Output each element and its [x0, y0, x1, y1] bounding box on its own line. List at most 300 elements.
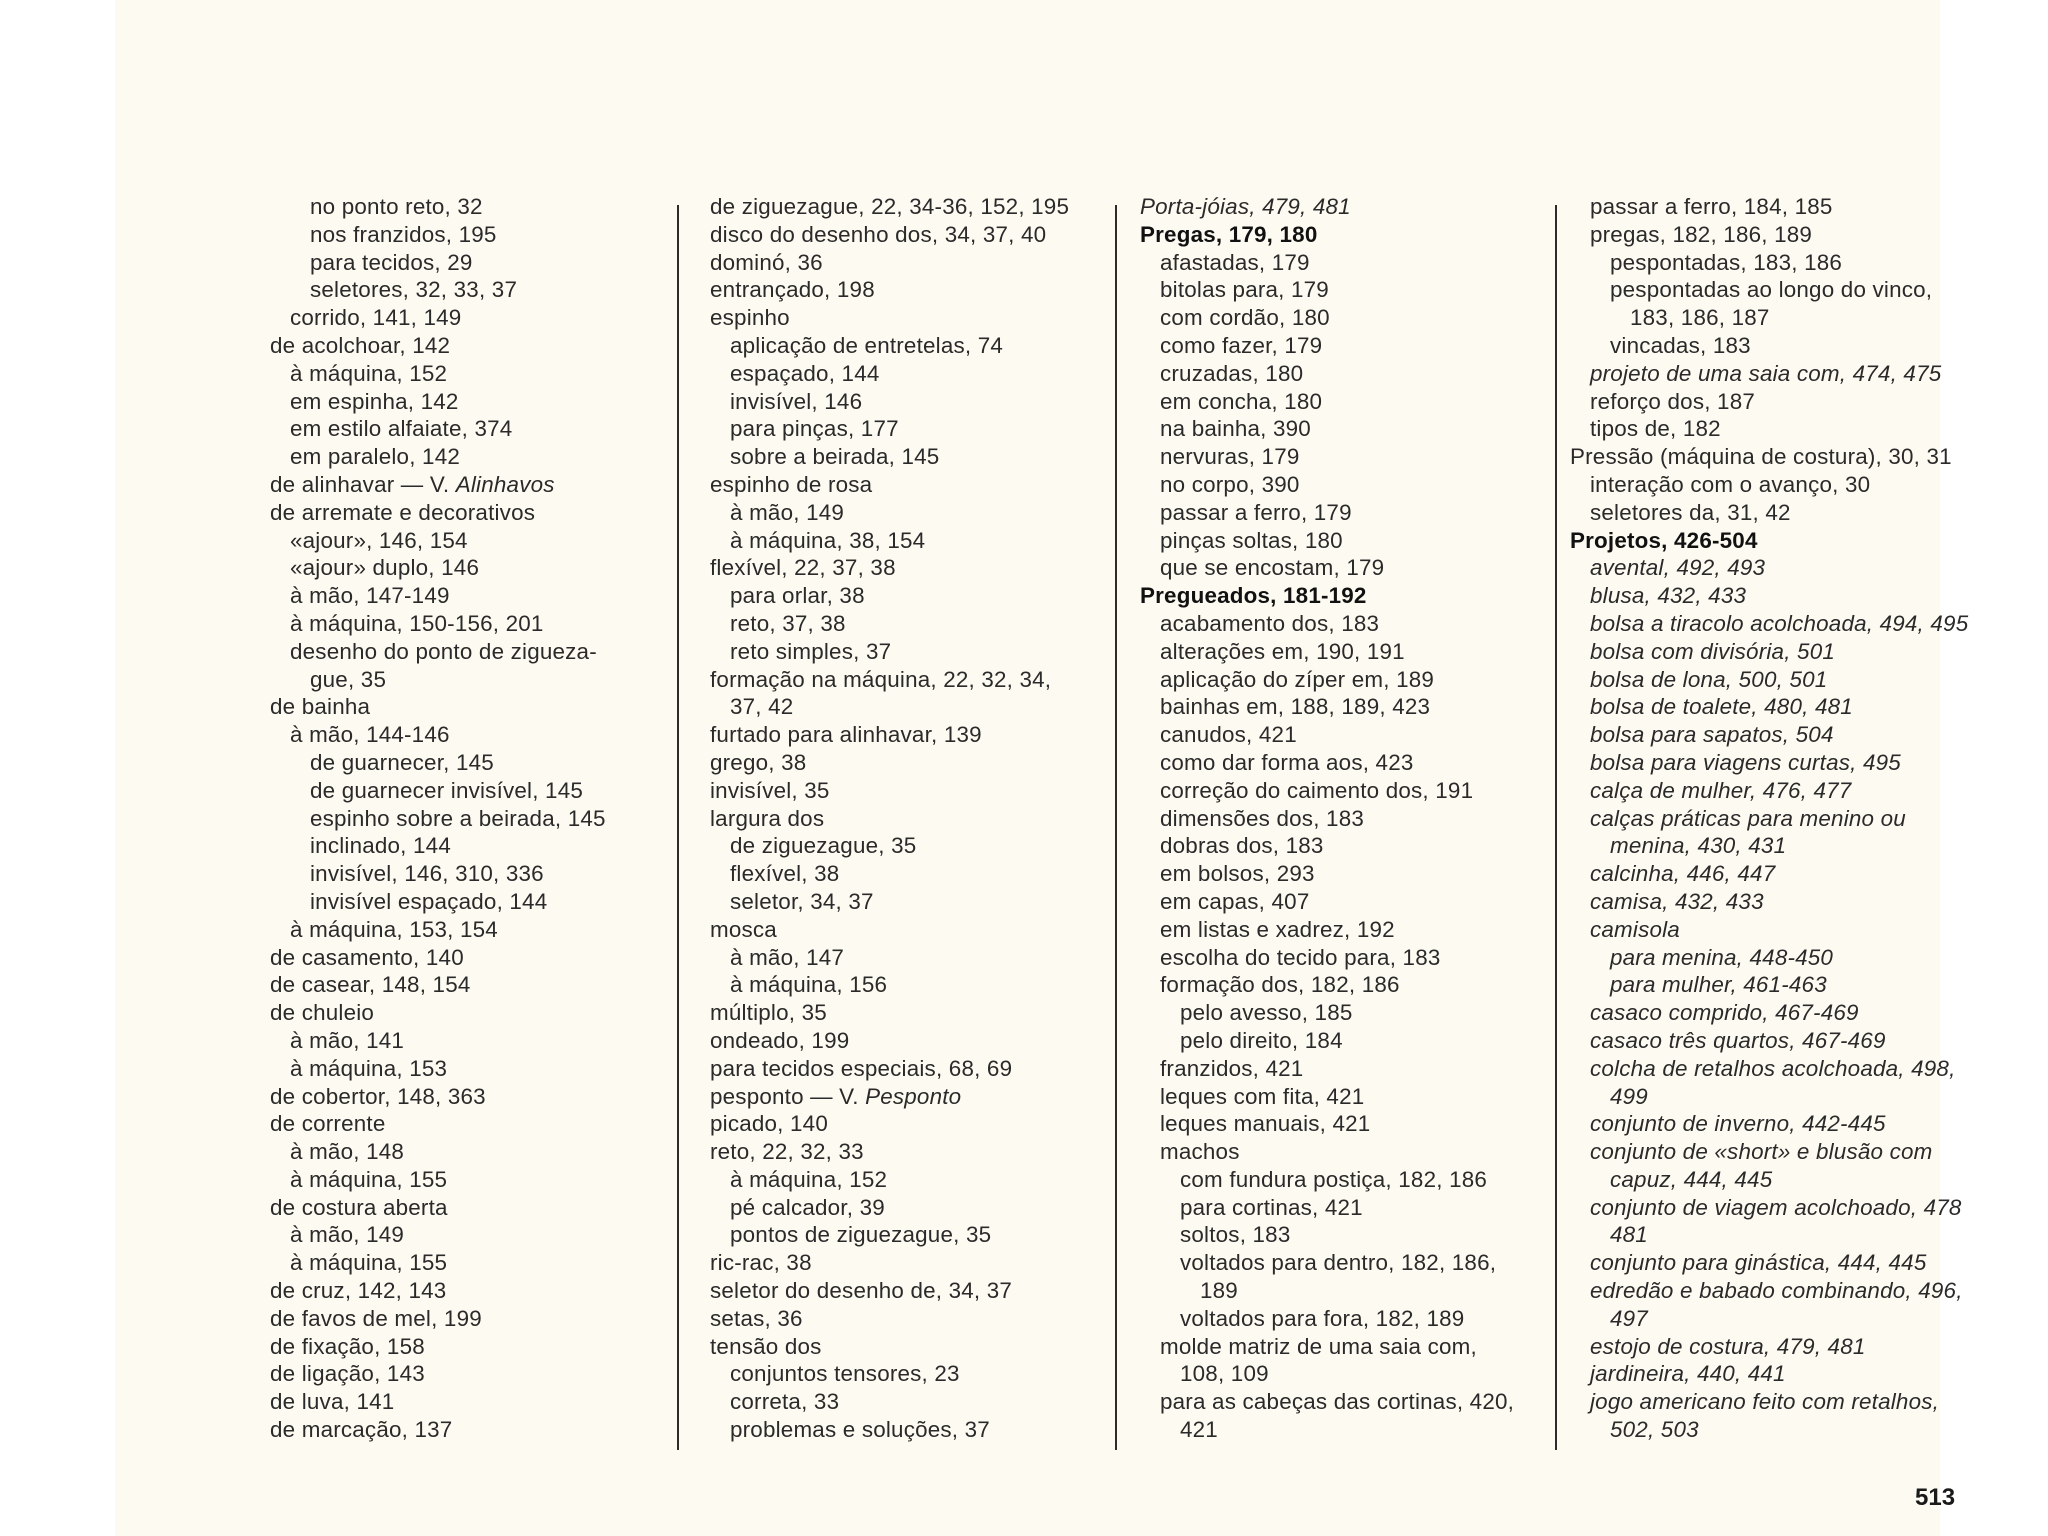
entry-text: para tecidos, 29: [310, 249, 473, 275]
index-entry: [1140, 1305, 1540, 1333]
entry-text: correção do caimento dos, 191: [1160, 777, 1474, 803]
entry-text: passar a ferro, 179: [1160, 499, 1352, 525]
entry-text: bolsa de toalete, 480, 481: [1590, 694, 1853, 720]
entry-text: 189: [1200, 1278, 1238, 1304]
index-entry: [1140, 1221, 1540, 1249]
index-entry: [1140, 666, 1540, 694]
index-entry: [1570, 1166, 2000, 1194]
index-entry: [270, 749, 670, 777]
index-entry: [1140, 388, 1540, 416]
entry-text: alterações em, 190, 191: [1160, 638, 1405, 664]
index-entry: [1140, 249, 1540, 277]
entry-text: gue, 35: [310, 666, 387, 692]
entry-text: entrançado, 198: [710, 277, 875, 303]
entry-text: sobre a beirada, 145: [730, 444, 940, 470]
entry-text: múltiplo, 35: [710, 1000, 827, 1026]
index-entry: [1570, 693, 2000, 721]
entry-text: «ajour», 146, 154: [290, 527, 468, 553]
index-entry: [1140, 860, 1540, 888]
index-entry: [1140, 415, 1540, 443]
index-entry: [270, 1194, 670, 1222]
index-entry: [710, 860, 1110, 888]
index-entry: [1570, 888, 2000, 916]
index-entry: [1570, 1360, 2000, 1388]
index-entry: [1140, 1194, 1540, 1222]
entry-text: à mão, 148: [290, 1139, 405, 1165]
index-entry: [710, 666, 1110, 694]
index-entry: [1140, 888, 1540, 916]
index-entry: [1140, 360, 1540, 388]
index-entry: [270, 415, 670, 443]
index-entry: [1570, 582, 2000, 610]
cross-reference: Pesponto: [865, 1083, 962, 1109]
entry-text: «ajour» duplo, 146: [290, 555, 480, 581]
index-entry: [270, 1388, 670, 1416]
index-entry: [710, 582, 1110, 610]
entry-text: em bolsos, 293: [1160, 861, 1315, 887]
index-entry: [270, 944, 670, 972]
index-heading: [1140, 221, 1540, 249]
index-entry: [1570, 777, 2000, 805]
entry-text: conjunto de viagem acolchoado, 478: [1590, 1194, 1962, 1220]
index-entry: [710, 944, 1110, 972]
entry-text: à mão, 147: [730, 944, 845, 970]
entry-text: como dar forma aos, 423: [1160, 749, 1414, 775]
entry-text: de casamento, 140: [270, 944, 464, 970]
page-number: 513: [1915, 1484, 1956, 1511]
index-entry: [710, 999, 1110, 1027]
index-entry: [270, 1166, 670, 1194]
entry-text: calças práticas para menino ou: [1590, 805, 1906, 831]
index-entry: [1570, 221, 2000, 249]
entry-text: para tecidos especiais, 68, 69: [710, 1055, 1013, 1081]
entry-text: dominó, 36: [710, 249, 823, 275]
entry-text: vincadas, 183: [1610, 332, 1751, 358]
index-entry: [710, 1388, 1110, 1416]
entry-text: invisível, 35: [710, 777, 830, 803]
index-entry: [270, 610, 670, 638]
entry-text: 421: [1180, 1417, 1218, 1443]
index-entry: [1570, 832, 2000, 860]
index-column-1: [270, 193, 670, 1444]
entry-text: como fazer, 179: [1160, 332, 1323, 358]
index-entry: [270, 332, 670, 360]
index-entry: [270, 527, 670, 555]
entry-text: bolsa de lona, 500, 501: [1590, 666, 1828, 692]
entry-text: à mão, 149: [290, 1222, 405, 1248]
index-entry: [1140, 193, 1540, 221]
entry-text: franzidos, 421: [1160, 1055, 1304, 1081]
entry-text: desenho do ponto de zigueza-: [290, 638, 597, 664]
entry-text: ric-rac, 38: [710, 1250, 812, 1276]
entry-text: para cortinas, 421: [1180, 1194, 1363, 1220]
entry-text: para menina, 448-450: [1610, 944, 1834, 970]
entry-text: molde matriz de uma saia com,: [1160, 1333, 1477, 1359]
index-entry: [1570, 415, 2000, 443]
index-entry: [1140, 916, 1540, 944]
index-entry: [710, 276, 1110, 304]
index-entry: [1570, 1277, 2000, 1305]
entry-text: tipos de, 182: [1590, 416, 1721, 442]
index-entry: [270, 971, 670, 999]
index-entry: [270, 276, 670, 304]
index-entry: [710, 443, 1110, 471]
index-entry: [1140, 638, 1540, 666]
index-entry: [1570, 638, 2000, 666]
entry-text: 183, 186, 187: [1630, 305, 1770, 331]
index-entry: [270, 1277, 670, 1305]
entry-text: casaco comprido, 467-469: [1590, 1000, 1859, 1026]
entry-text: de luva, 141: [270, 1389, 395, 1415]
entry-text: pontos de ziguezague, 35: [730, 1222, 992, 1248]
entry-text: bolsa para sapatos, 504: [1590, 722, 1834, 748]
index-entry: [1570, 1083, 2000, 1111]
column-rule: [1555, 205, 1557, 1450]
entry-text: nervuras, 179: [1160, 444, 1300, 470]
index-entry: [1570, 1138, 2000, 1166]
entry-text: reforço dos, 187: [1590, 388, 1756, 414]
index-column-4: [1570, 193, 2000, 1444]
index-entry: [1570, 721, 2000, 749]
index-entry: [710, 1305, 1110, 1333]
entry-text: soltos, 183: [1180, 1222, 1291, 1248]
entry-text: de bainha: [270, 694, 371, 720]
entry-text: na bainha, 390: [1160, 416, 1311, 442]
index-entry: [710, 888, 1110, 916]
index-entry: [270, 666, 670, 694]
index-entry: [710, 1249, 1110, 1277]
entry-text: em estilo alfaiate, 374: [290, 416, 513, 442]
index-entry: [1570, 749, 2000, 777]
index-entry: [270, 999, 670, 1027]
index-entry: [710, 693, 1110, 721]
entry-text: blusa, 432, 433: [1590, 583, 1747, 609]
index-entry: [1140, 1055, 1540, 1083]
entry-text: machos: [1160, 1139, 1240, 1165]
entry-text: em concha, 180: [1160, 388, 1323, 414]
entry-text: de favos de mel, 199: [270, 1305, 482, 1331]
entry-text: projeto de uma saia com, 474, 475: [1590, 360, 1942, 386]
index-entry: [1570, 805, 2000, 833]
entry-text: de chuleio: [270, 1000, 375, 1026]
entry-text: para pinças, 177: [730, 416, 899, 442]
index-entry: [710, 805, 1110, 833]
index-entry: [1140, 1333, 1540, 1361]
index-entry: [1570, 249, 2000, 277]
entry-text: de costura aberta: [270, 1194, 448, 1220]
index-entry: [710, 360, 1110, 388]
entry-text: avental, 492, 493: [1590, 555, 1766, 581]
entry-text: tensão dos: [710, 1333, 822, 1359]
entry-text: conjunto para ginástica, 444, 445: [1590, 1250, 1927, 1276]
index-entry: [710, 1110, 1110, 1138]
index-entry: [1570, 1388, 2000, 1416]
index-entry: [270, 1305, 670, 1333]
entry-text: formação dos, 182, 186: [1160, 972, 1400, 998]
entry-text: colcha de retalhos acolchoada, 498,: [1590, 1055, 1956, 1081]
index-entry: [270, 1138, 670, 1166]
entry-text: à máquina, 153, 154: [290, 916, 498, 942]
entry-text: com cordão, 180: [1160, 305, 1330, 331]
index-entry: [710, 527, 1110, 555]
entry-text: leques com fita, 421: [1160, 1083, 1365, 1109]
index-entry: [270, 1027, 670, 1055]
index-entry: [270, 1333, 670, 1361]
entry-text: de guarnecer, 145: [310, 749, 494, 775]
index-heading: [1570, 527, 2000, 555]
entry-text: camisa, 432, 433: [1590, 888, 1764, 914]
index-entry: [710, 388, 1110, 416]
index-entry: [1570, 554, 2000, 582]
entry-text: que se encostam, 179: [1160, 555, 1385, 581]
entry-text: corrido, 141, 149: [290, 305, 462, 331]
column-rule: [1115, 205, 1117, 1450]
entry-text: flexível, 22, 37, 38: [710, 555, 896, 581]
entry-text: espaçado, 144: [730, 360, 880, 386]
index-entry: [1140, 832, 1540, 860]
index-entry: [1570, 999, 2000, 1027]
index-entry: [1570, 443, 2000, 471]
index-entry: [710, 554, 1110, 582]
entry-text: passar a ferro, 184, 185: [1590, 194, 1833, 219]
entry-text: Porta-jóias, 479, 481: [1140, 194, 1351, 219]
entry-text: de corrente: [270, 1111, 386, 1137]
index-entry: [1140, 1083, 1540, 1111]
entry-text: de casear, 148, 154: [270, 972, 471, 998]
index-entry: [1140, 999, 1540, 1027]
index-entry: [270, 304, 670, 332]
entry-text: em capas, 407: [1160, 888, 1310, 914]
entry-text: invisível, 146, 310, 336: [310, 861, 544, 887]
entry-text: à máquina, 152: [290, 360, 448, 386]
index-entry: [710, 1138, 1110, 1166]
index-entry: [710, 193, 1110, 221]
index-entry: [1570, 388, 2000, 416]
entry-text: formação na máquina, 22, 32, 34,: [710, 666, 1052, 692]
entry-text: 37, 42: [730, 694, 794, 720]
index-entry: [270, 499, 670, 527]
entry-text: de cruz, 142, 143: [270, 1278, 447, 1304]
entry-text: de marcação, 137: [270, 1417, 453, 1443]
entry-text: camisola: [1590, 916, 1680, 942]
index-entry: [710, 1194, 1110, 1222]
index-entry: [1570, 332, 2000, 360]
index-entry: [270, 860, 670, 888]
index-entry: [1570, 1194, 2000, 1222]
index-entry: [1140, 805, 1540, 833]
index-entry: [710, 415, 1110, 443]
index-entry: [270, 360, 670, 388]
index-entry: [270, 777, 670, 805]
index-entry: [710, 304, 1110, 332]
index-entry: [1570, 193, 2000, 221]
index-entry: [270, 638, 670, 666]
entry-text: à mão, 141: [290, 1027, 405, 1053]
index-entry: [1570, 499, 2000, 527]
index-entry: [270, 1360, 670, 1388]
entry-text: à mão, 144-146: [290, 722, 450, 748]
index-entry: [270, 805, 670, 833]
index-entry: [1570, 944, 2000, 972]
index-entry: [270, 193, 670, 221]
index-entry: [1140, 332, 1540, 360]
index-entry: [1570, 1221, 2000, 1249]
entry-text: largura dos: [710, 805, 825, 831]
index-entry: [710, 249, 1110, 277]
index-entry: [1140, 276, 1540, 304]
index-entry: [270, 916, 670, 944]
entry-text: bitolas para, 179: [1160, 277, 1329, 303]
entry-text: à máquina, 155: [290, 1250, 448, 1276]
entry-text: afastadas, 179: [1160, 249, 1310, 275]
entry-text: conjunto de inverno, 442-445: [1590, 1111, 1886, 1137]
entry-text: calcinha, 446, 447: [1590, 861, 1776, 887]
entry-text: com fundura postiça, 182, 186: [1180, 1166, 1488, 1192]
index-entry: [270, 249, 670, 277]
entry-text: à máquina, 38, 154: [730, 527, 926, 553]
index-entry: [270, 1110, 670, 1138]
entry-text: à máquina, 155: [290, 1166, 448, 1192]
index-entry: [710, 1083, 1110, 1111]
index-entry: [270, 582, 670, 610]
entry-text: setas, 36: [710, 1305, 803, 1331]
entry-text: mosca: [710, 916, 777, 942]
entry-text: de cobertor, 148, 363: [270, 1083, 486, 1109]
entry-text: no corpo, 390: [1160, 471, 1300, 497]
index-entry: [270, 388, 670, 416]
entry-text: jogo americano feito com retalhos,: [1590, 1389, 1940, 1415]
entry-text: de ziguezague, 35: [730, 833, 917, 859]
entry-text: dimensões dos, 183: [1160, 805, 1365, 831]
index-entry: [1140, 527, 1540, 555]
index-entry: [1140, 1360, 1540, 1388]
entry-text: bolsa com divisória, 501: [1590, 638, 1835, 664]
entry-text: espinho: [710, 305, 790, 331]
index-entry: [1570, 610, 2000, 638]
entry-text: para as cabeças das cortinas, 420,: [1160, 1389, 1515, 1415]
entry-text: problemas e soluções, 37: [730, 1417, 990, 1443]
entry-text: Projetos, 426-504: [1570, 527, 1758, 553]
index-heading: [1140, 582, 1540, 610]
entry-text: pespontadas ao longo do vinco,: [1610, 277, 1933, 303]
index-entry: [710, 749, 1110, 777]
index-entry: [1570, 1416, 2000, 1444]
index-entry: [270, 221, 670, 249]
entry-text: de guarnecer invisível, 145: [310, 777, 584, 803]
entry-text: bainhas em, 188, 189, 423: [1160, 694, 1431, 720]
index-entry: [270, 693, 670, 721]
index-entry: [270, 1221, 670, 1249]
entry-text: à máquina, 152: [730, 1166, 888, 1192]
index-entry: [270, 832, 670, 860]
index-entry: [710, 471, 1110, 499]
entry-text: espinho sobre a beirada, 145: [310, 805, 606, 831]
entry-text: em listas e xadrez, 192: [1160, 916, 1395, 942]
entry-text: espinho de rosa: [710, 471, 873, 497]
entry-text: escolha do tecido para, 183: [1160, 944, 1441, 970]
entry-text: inclinado, 144: [310, 833, 451, 859]
entry-text: cruzadas, 180: [1160, 360, 1304, 386]
index-entry: [1140, 304, 1540, 332]
index-entry: [270, 1055, 670, 1083]
entry-text: 108, 109: [1180, 1361, 1269, 1387]
entry-text: pé calcador, 39: [730, 1194, 885, 1220]
index-entry: [1570, 1110, 2000, 1138]
index-entry: [1140, 554, 1540, 582]
index-entry: [270, 1249, 670, 1277]
index-entry: [1140, 499, 1540, 527]
entry-text: de alinhavar — V.: [270, 471, 456, 497]
entry-text: seletores, 32, 33, 37: [310, 277, 518, 303]
entry-text: em paralelo, 142: [290, 444, 460, 470]
index-entry: [1140, 971, 1540, 999]
index-entry: [710, 832, 1110, 860]
entry-text: correta, 33: [730, 1389, 840, 1415]
entry-text: para orlar, 38: [730, 583, 865, 609]
index-entry: [1140, 1249, 1540, 1277]
entry-text: seletor, 34, 37: [730, 888, 874, 914]
entry-text: seletor do desenho de, 34, 37: [710, 1278, 1013, 1304]
entry-text: canudos, 421: [1160, 722, 1297, 748]
entry-text: conjuntos tensores, 23: [730, 1361, 960, 1387]
entry-text: furtado para alinhavar, 139: [710, 722, 982, 748]
entry-text: flexível, 38: [730, 861, 840, 887]
entry-text: grego, 38: [710, 749, 807, 775]
index-entry: [710, 1416, 1110, 1444]
entry-text: reto simples, 37: [730, 638, 892, 664]
index-entry: [710, 1333, 1110, 1361]
entry-text: no ponto reto, 32: [310, 194, 483, 219]
entry-text: calça de mulher, 476, 477: [1590, 777, 1852, 803]
entry-text: estojo de costura, 479, 481: [1590, 1333, 1866, 1359]
index-entry: [1140, 777, 1540, 805]
entry-text: reto, 37, 38: [730, 610, 846, 636]
index-entry: [710, 499, 1110, 527]
index-entry: [1140, 1388, 1540, 1416]
index-entry: [1140, 471, 1540, 499]
index-entry: [270, 1083, 670, 1111]
index-entry: [1570, 360, 2000, 388]
index-entry: [270, 721, 670, 749]
index-entry: [1570, 971, 2000, 999]
index-entry: [1570, 860, 2000, 888]
index-entry: [710, 1027, 1110, 1055]
entry-text: invisível espaçado, 144: [310, 888, 548, 914]
entry-text: à máquina, 156: [730, 972, 888, 998]
entry-text: voltados para dentro, 182, 186,: [1180, 1250, 1497, 1276]
index-entry: [1570, 1249, 2000, 1277]
entry-text: à mão, 149: [730, 499, 845, 525]
entry-text: Pressão (máquina de costura), 30, 31: [1570, 444, 1952, 470]
entry-text: pinças soltas, 180: [1160, 527, 1343, 553]
entry-text: em espinha, 142: [290, 388, 459, 414]
entry-text: 499: [1610, 1083, 1648, 1109]
entry-text: de arremate e decorativos: [270, 499, 536, 525]
index-entry: [710, 1166, 1110, 1194]
entry-text: conjunto de «short» e blusão com: [1590, 1139, 1933, 1165]
index-entry: [710, 721, 1110, 749]
entry-text: acabamento dos, 183: [1160, 610, 1380, 636]
entry-text: Pregas, 179, 180: [1140, 221, 1318, 247]
entry-text: para mulher, 461-463: [1610, 972, 1827, 998]
entry-text: à máquina, 150-156, 201: [290, 610, 544, 636]
index-entry: [710, 1277, 1110, 1305]
entry-text: bolsa a tiracolo acolchoada, 494, 495: [1590, 610, 1969, 636]
index-entry: [1140, 610, 1540, 638]
entry-text: 502, 503: [1610, 1417, 1699, 1443]
entry-text: pesponto — V.: [710, 1083, 866, 1109]
entry-text: nos franzidos, 195: [310, 221, 497, 247]
